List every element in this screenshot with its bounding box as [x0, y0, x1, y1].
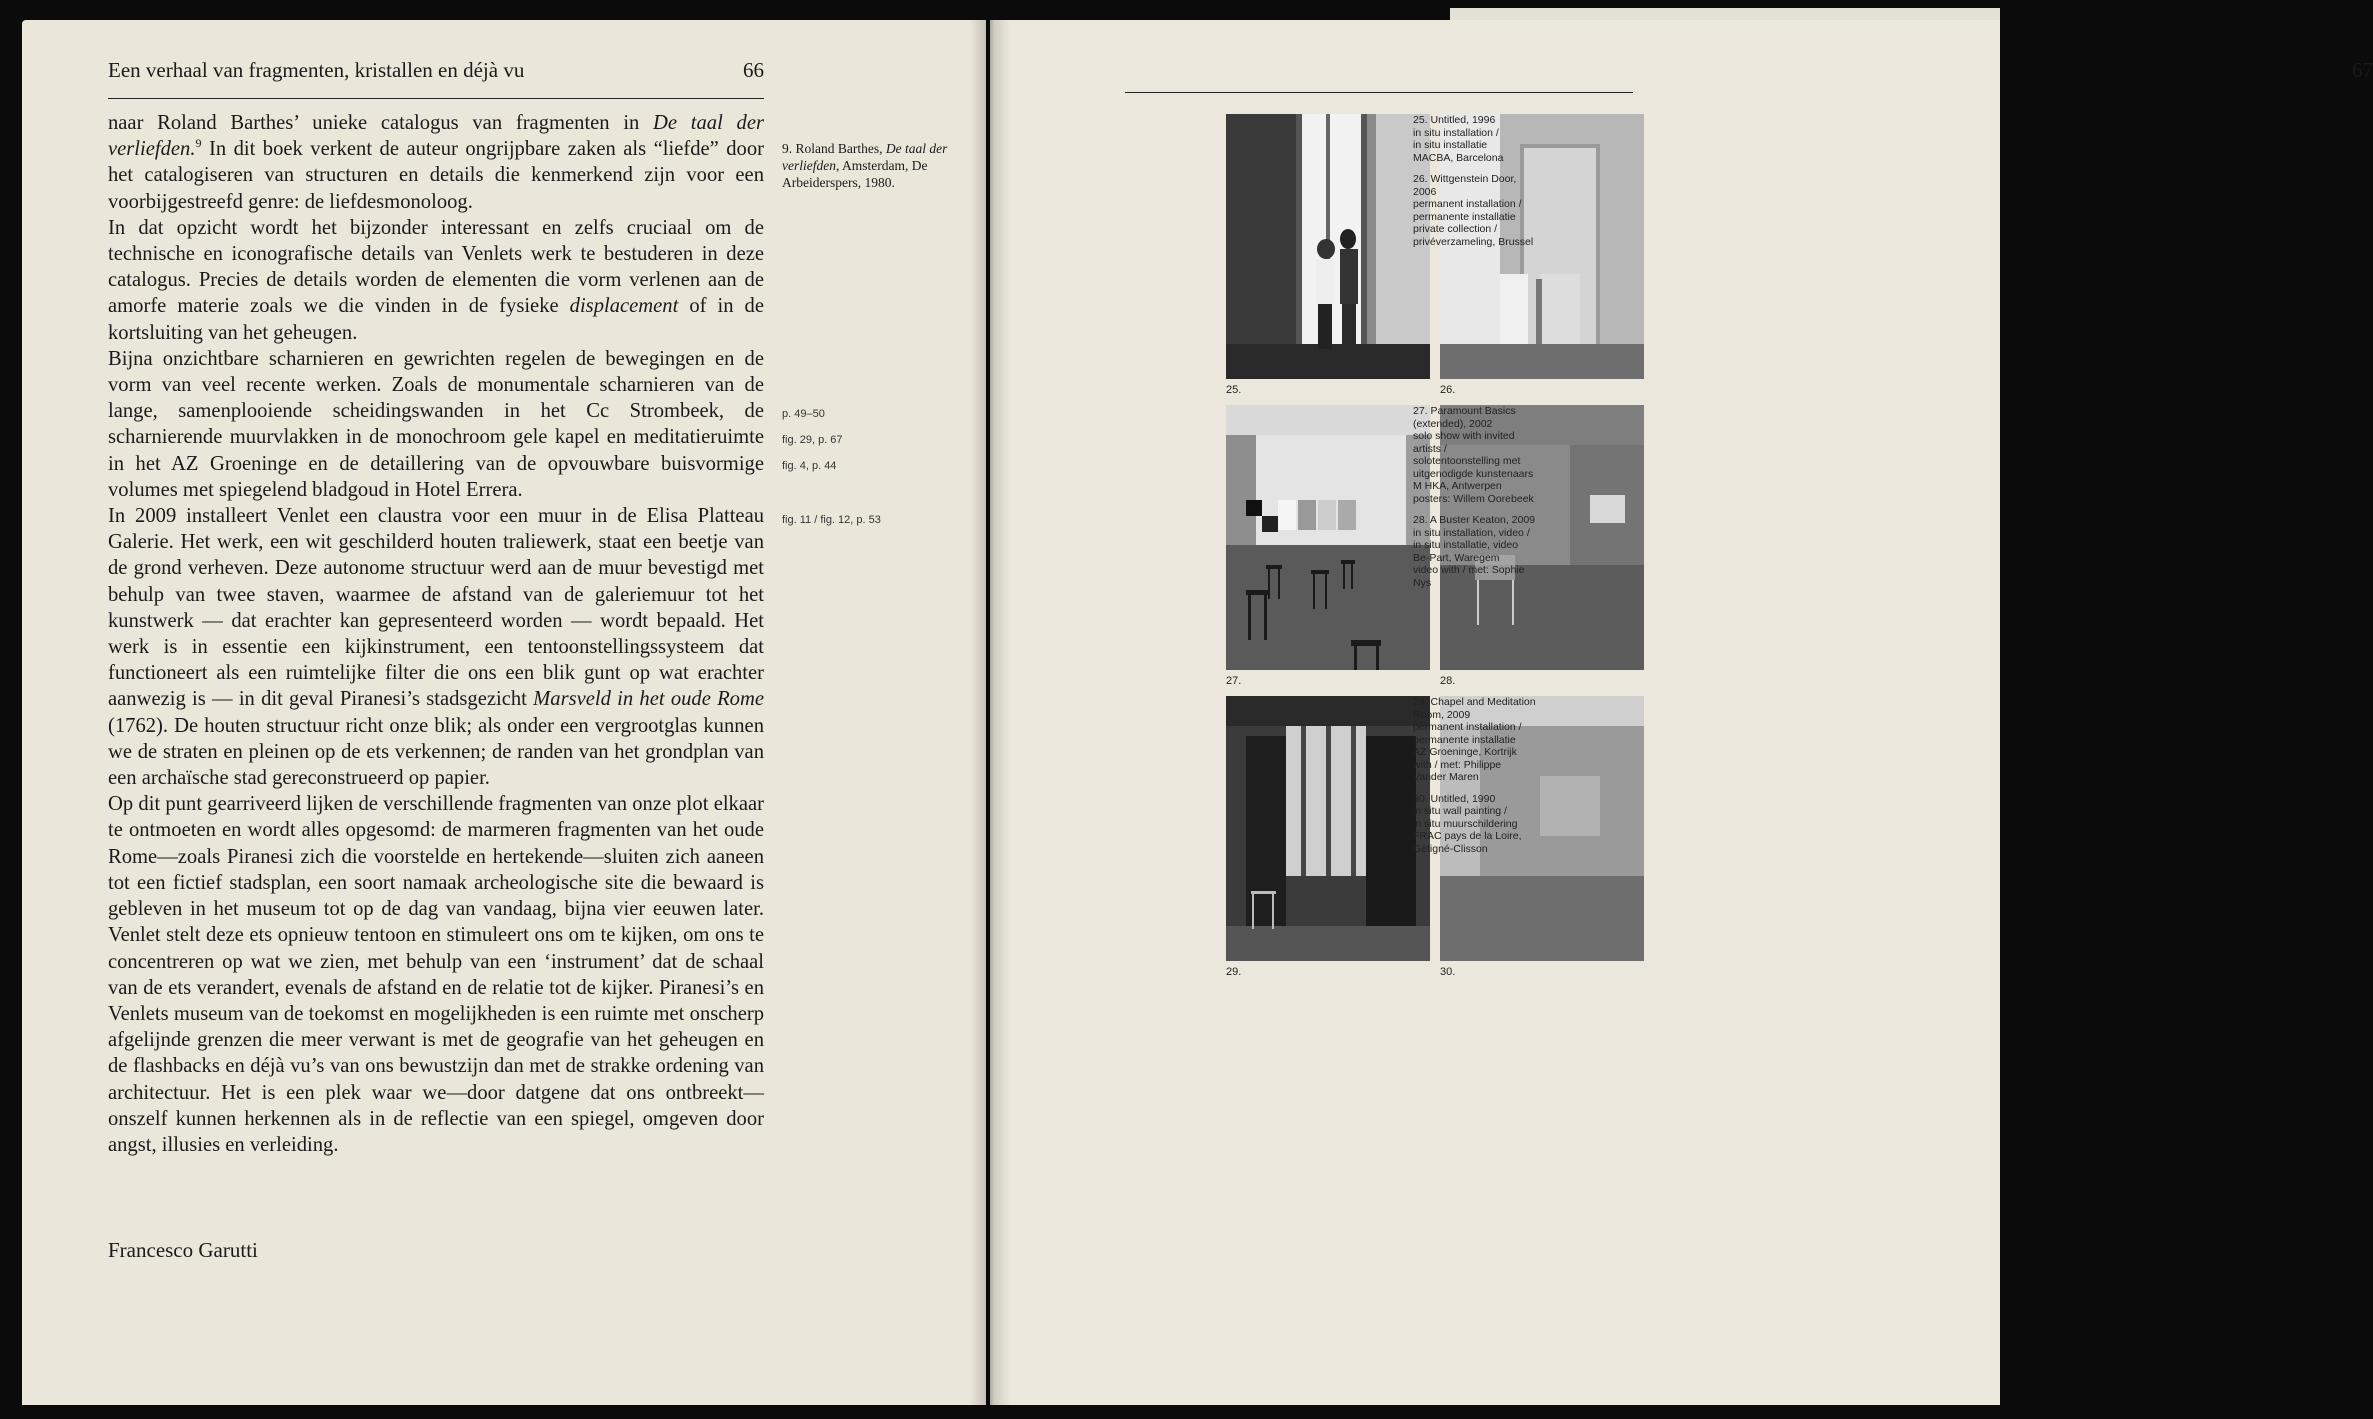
figure-27-photo [1226, 405, 1430, 670]
left-page [22, 20, 986, 1405]
footnote-mark: 9 [195, 136, 202, 151]
paragraph: Bijna onzichtbare scharnieren en gewrichten regelen de bewegingen en de vorm van veel recente werken. Zoals de monumentale scharnieren van de lange, samenplooiende scheidingswanden in het Cc Strombeek, de scharnierende muurvlakken in de monochroom gele kapel en meditatieruimte in het AZ Groeninge en de detaillering van de opvouwbare buisvormige volumes met spiegelend bladgoud in Hotel Errera. [108, 347, 764, 501]
figure-25-photo [1226, 114, 1430, 379]
caption-28: 28. A Buster Keaton, 2009 in situ installation, video / in situ installatie, video Be-Part, Waregem video with / met: Sophie Nys [1413, 514, 1536, 589]
figure-25-label: 25. [1226, 384, 1242, 396]
caption-29: 29. Chapel and Meditation Room, 2009 permanent installation / permanente installatie AZ Groeninge, Kortrijk with / met: Philippe Vander Maren [1413, 696, 1536, 783]
caption-26: 26. Wittgenstein Door, 2006 permanent installation / permanente installatie private collection / privéverzameling, Brussel [1413, 173, 1534, 248]
caption-30: 30. Untitled, 1990 in situ wall painting / in situ muurschildering FRAC pays de la Loire, Gétigné-Clisson [1413, 792, 1522, 855]
caption-column-middle [1413, 405, 1538, 598]
margin-ref: p. 49–50 [782, 408, 825, 420]
footnote-9: 9. Roland Barthes, De taal der verliefden, Amsterdam, De Arbeiderspers, 1980. [782, 141, 948, 190]
author-signature: Francesco Garutti [108, 1238, 258, 1262]
figure-29-label: 29. [1226, 966, 1242, 978]
background-sheet-edge [1450, 8, 2000, 20]
header-rule [1125, 92, 1633, 93]
essay-body [108, 110, 764, 1158]
paragraph: naar Roland Barthes’ unieke catalogus van fragmenten in De taal der verliefden.$^9$ In dit boek verkent de auteur ongrijpbare zaken als “liefde” door het catalogiseren van structuren en details die kenmerkend zijn voor een voorbijgestreefd genre: de liefdesmonoloog. [108, 112, 764, 213]
caption-27: 27. Paramount Basics (extended), 2002 solo show with invited artists / solotentoonstelling met uitgenodigde kunstenaars M HKA, Antwerpen posters: Willem Oorebeek [1413, 405, 1534, 505]
page-number-left: 66 [743, 58, 764, 82]
caption-column-top [1413, 114, 1538, 257]
figure-26-label: 26. [1440, 384, 1456, 396]
figure-30-label: 30. [1440, 966, 1456, 978]
caption-column-bottom [1413, 696, 1538, 864]
figure-27-label: 27. [1226, 675, 1242, 687]
header-rule [108, 98, 764, 99]
figure-28-label: 28. [1440, 675, 1456, 687]
caption-25: 25. Untitled, 1996 in situ installation / in situ installatie MACBA, Barcelona [1413, 114, 1504, 164]
figure-29-photo [1226, 696, 1430, 961]
margin-ref: fig. 29, p. 67 [782, 434, 843, 446]
margin-ref: fig. 4, p. 44 [782, 460, 837, 472]
paragraph: Op dit punt gearriveerd lijken de verschillende fragmenten van onze plot elkaar te ontmoeten en wordt alles opgesomd: de marmeren fragmenten van het oude Rome—zoals Piranesi zich die voorstelde en hertekende—sluiten zich aaneen tot een fictief stadsplan, een soort namaak archeologische site die bewaard is gebleven in het museum tot op de dag van vandaag, bijna vier eeuwen later. Venlet stelt deze ets opnieuw tentoon en stimuleert ons om te kijken, om ons te concentreren op wat we zien, met behulp van een ‘instrument’ dat de schaal van de ets verandert, evenals de afstand en de relatie tot de kijker. Piranesi’s en Venlets museum van de toekomst en mogelijkheden is een ruimte met onscherp afgelijnde grenzen die meer verwant is met de geografie van het geheugen en de flashbacks en déjà vu’s van ons bewustzijn dan met de strakke ordening van architectuur. Het is een plek waar we—door datgene dat ons ontbreekt—onszelf kunnen herkennen als in de reflectie van een spiegel, omgeven door angst, illusies en verleiding. [108, 793, 764, 1156]
running-header [108, 58, 764, 83]
margin-ref: fig. 11 / fig. 12, p. 53 [782, 514, 881, 526]
paragraph: In dat opzicht wordt het bijzonder interessant en zelfs cruciaal om de technische en iconografische details van Venlets werk te bestuderen in deze catalogus. Precies de details worden de elementen die vorm verlenen aan de amorfe materie zoals we die vinden in de fysieke displacement of in de kortsluiting van het geheugen. [108, 216, 764, 344]
right-page [990, 20, 2373, 1405]
running-title: Een verhaal van fragmenten, kristallen en déjà vu [108, 58, 525, 82]
paragraph: In 2009 installeert Venlet een claustra voor een muur in de Elisa Platteau Galerie. Het werk, een wit geschilderd houten traliewerk, staat een beetje van de grond verheven. Deze autonome structuur werd aan de muur bevestigd met behulp van twee staven, waarmee de afstand van de galeriemuur tot het kunstwerk — dat erachter kan gepresenteerd worden — wordt bepaald. Het werk is in essentie een kijkinstrument, een tentoonstellingssysteem dat functioneert als een ruimtelijke filter die ons een blik gunt op wat erachter aanwezig is — in dit geval Piranesi’s stadsgezicht Marsveld in het oude Rome (1762). De houten structuur richt onze blik; als onder een vergrootglas kunnen we de straten en pleinen op de ets verkennen; de randen van het grondplan van een archaïsche stad gereconstrueerd op papier. [108, 505, 764, 790]
page-number-right: 67 [2352, 58, 2373, 82]
